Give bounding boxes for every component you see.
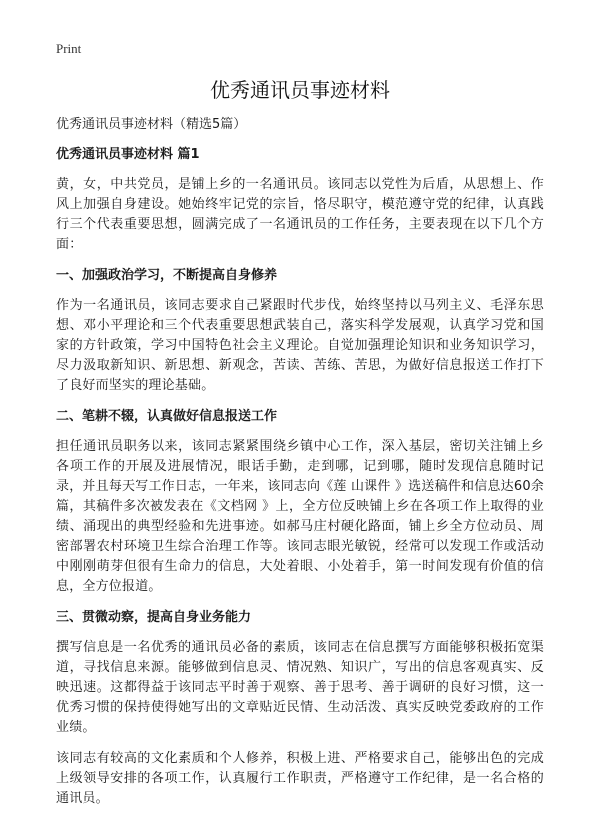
paragraph-professional-ability: 撰写信息是一名优秀的通讯员必备的素质，该同志在信息撰写方面能够积极拓宽渠道，寻找信息来源。能够做到信息灵、情况熟、知识广，写出的信息客观真实、反映迅速。这都得益于该同志平时善于观察、善于思考、善于调研的良好习惯，这一优秀习惯的保持使得她写出的文章贴近民情、生动活泼、真实反映党委政府的工作业绩。 [56,640,544,735]
heading-information-reporting: 二、笔耕不辍，认真做好信息报送工作 [56,409,278,424]
section-title: 优秀通讯员事迹材料 篇1 [56,147,200,162]
print-link[interactable]: Print [56,41,82,56]
paragraph-information-reporting: 担任通讯员职务以来，该同志紧紧围绕乡镇中心工作，深入基层，密切关注铺上乡各项工作的开展及进展情况，眼话手勤，走到哪，记到哪，随时发现信息随时记录，并且每天写工作日志，一年来，该同志向《莲 山课件 》选送稿件和信息达60余篇，其稿件多次被发表在《文档网 》上，全方位反映铺上乡在各项工作上取得的业绩、涌现出的典型经验和先进事迹。如郝马庄村硬化路面，铺上乡全方位动员、周密部署农村环境卫生综合治理工作等。该同志眼光敏锐，经常可以发现工作或活动中刚刚萌芽但很有生命力的信息，大处着眼、小处着手，第一时间发现有价值的信息，全方位报道。 [56,439,544,594]
document-subtitle: 优秀通讯员事迹材料（精选5篇） [56,117,247,132]
paragraph-political-study: 作为一名通讯员，该同志要求自己紧跟时代步伐，始终坚持以马列主义、毛泽东思想、邓小平理论和三个代表重要思想武装自己，落实科学发展观，认真学习党和国家的方针政策，学习中国特色社会主义理论。自觉加强理论知识和业务知识学习，尽力汲取新知识、新思想、新观念，苦读、苦练、苦思，为做好信息报送工作打下了良好而坚实的理论基础。 [56,298,544,393]
heading-professional-ability: 三、贯微动察，提高自身业务能力 [56,610,252,625]
paragraph-conclusion: 该同志有较高的文化素质和个人修养，积极上进、严格要求自己，能够出色的完成上级领导安排的各项工作，认真履行工作职责，严格遵守工作纪律，是一名合格的通讯员。 [56,751,544,806]
intro-paragraph: 黄，女，中共党员，是铺上乡的一名通讯员。该同志以党性为后盾，从思想上、作风上加强自身建设。她始终牢记党的宗旨，恪尽职守，模范遵守党的纪律，认真践行三个代表重要思想，圆满完成了一名通讯员的工作任务，主要表现在以下几个方面： [56,177,544,252]
heading-political-study: 一、加强政治学习，不断提高自身修养 [56,268,278,283]
document-title: 优秀通讯员事迹材料 [210,78,390,102]
